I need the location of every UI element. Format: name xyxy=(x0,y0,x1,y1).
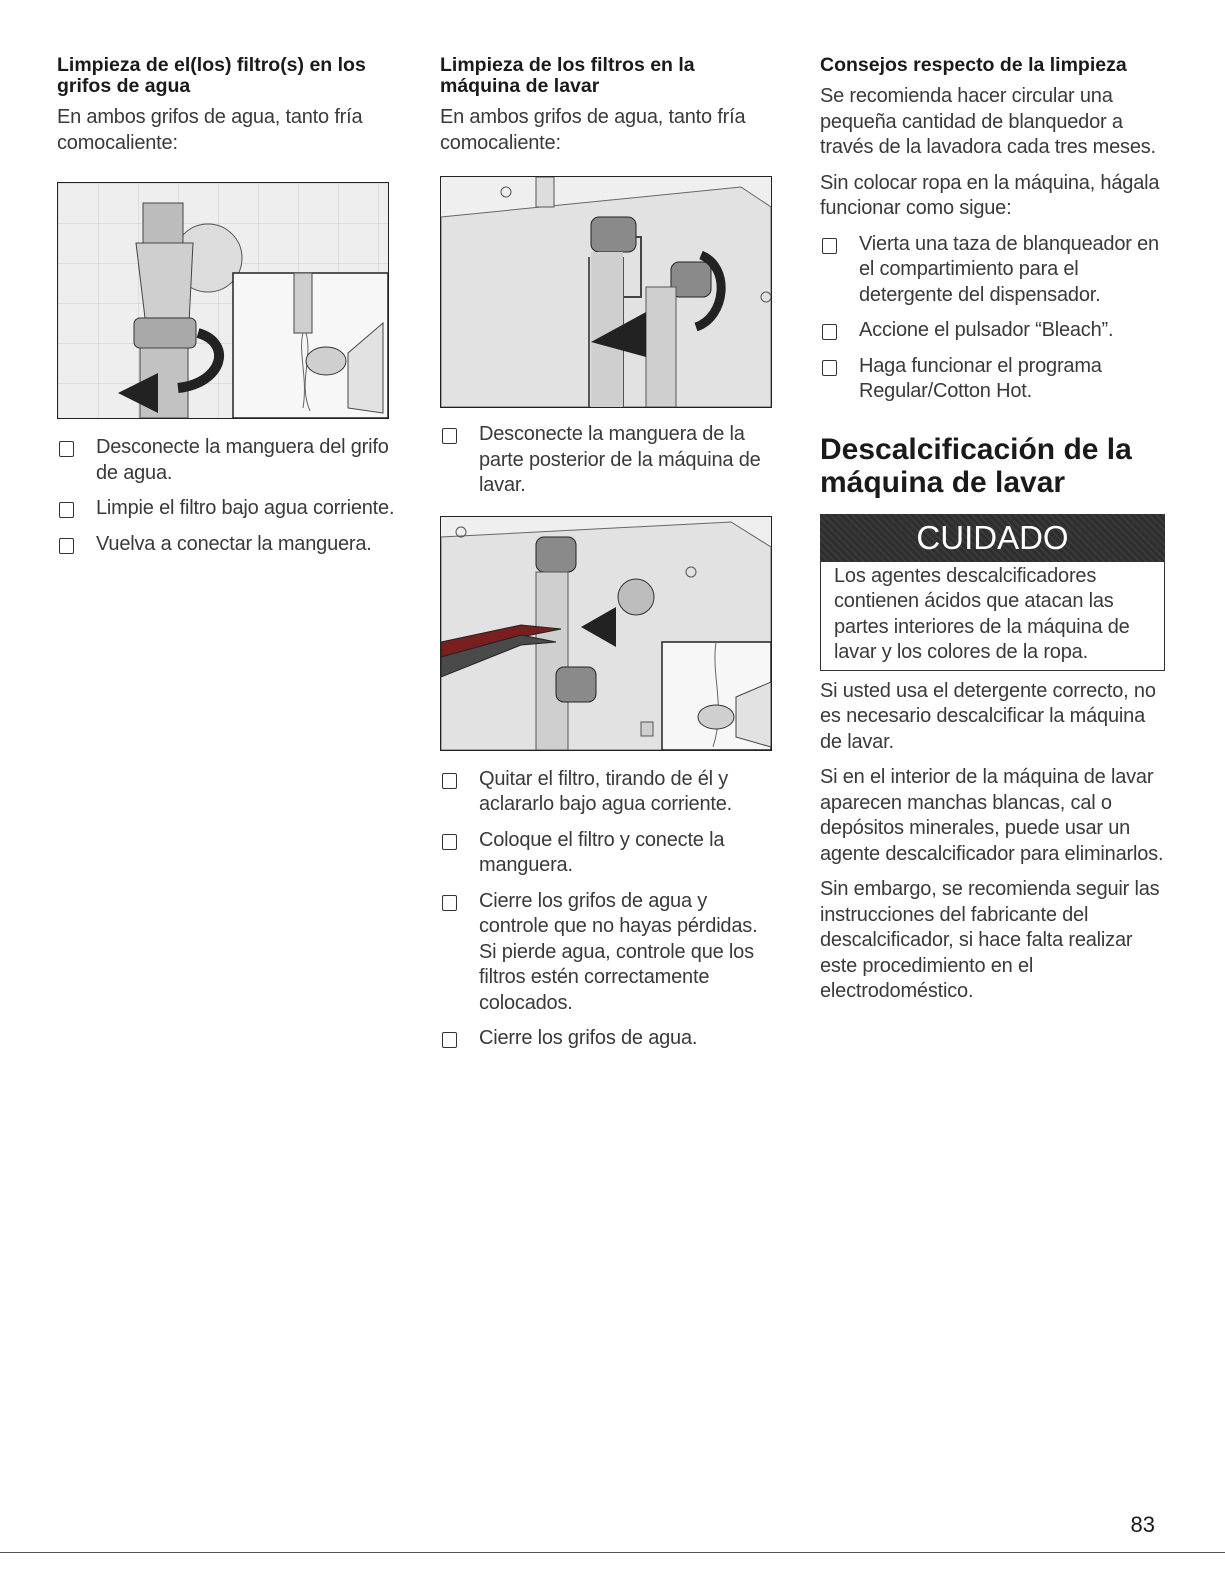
paragraph-bleach-recommendation: Se recomienda hacer circular una pequeña cantidad de blanquedor a través de la lavadora cada tres meses. xyxy=(820,85,1156,158)
column-machine-filters xyxy=(440,55,780,1062)
heading-machine-filters: Limpieza de los filtros en la máquina de lavar xyxy=(440,54,695,97)
section-title-descaling: Descalcificación de la máquina de lavar xyxy=(820,432,1132,499)
intro-machine: En ambos grifos de agua, tanto fría comocaliente: xyxy=(440,106,746,154)
heading-faucet-filters: Limpieza de el(los) filtro(s) en los grifos de agua xyxy=(57,54,366,97)
checkbox-icon xyxy=(59,538,74,554)
checkbox-icon xyxy=(442,773,457,789)
caution-label: CUIDADO xyxy=(820,514,1165,562)
machine-hose-drawing xyxy=(441,177,771,407)
machine-filter-drawing xyxy=(441,517,771,750)
list-item: Quitar el filtro, tirando de él y aclararlo bajo agua corriente. xyxy=(440,767,780,818)
list-item: Vierta una taza de blanqueador en el compartimiento para el detergente del dispensador. xyxy=(820,232,1165,309)
list-item: Limpie el filtro bajo agua corriente. xyxy=(57,496,397,522)
faucet-steps-list xyxy=(57,435,397,557)
faucet-drawing xyxy=(58,183,388,418)
heading-cleaning-tips: Consejos respecto de la limpieza xyxy=(820,54,1127,76)
list-item: Accione el pulsador “Bleach”. xyxy=(820,318,1165,344)
checkbox-icon xyxy=(822,360,837,376)
checkbox-icon xyxy=(442,834,457,850)
column-faucet-filters xyxy=(57,55,397,567)
faucet-hose-illustration xyxy=(57,182,389,419)
checkbox-icon xyxy=(59,441,74,457)
paragraph-correct-detergent: Si usted usa el detergente correcto, no es necesario descalcificar la máquina de lavar. xyxy=(820,679,1156,753)
caution-text-box xyxy=(820,562,1165,671)
machine-hose-illustration xyxy=(440,176,772,408)
checkbox-icon xyxy=(822,238,837,254)
list-item: Desconecte la manguera de la parte posterior de la máquina de lavar. xyxy=(440,422,780,499)
checkbox-icon xyxy=(442,1032,457,1048)
list-item: Desconecte la manguera del grifo de agua. xyxy=(57,435,397,486)
checkbox-icon xyxy=(59,502,74,518)
list-item: Cierre los grifos de agua y controle que no hayas pérdidas. Si pierde agua, controle que los filtros estén correctamente colocados. xyxy=(440,889,780,1017)
list-item: Cierre los grifos de agua. xyxy=(440,1026,780,1052)
checkbox-icon xyxy=(822,324,837,340)
caution-box xyxy=(820,514,1165,671)
checkbox-icon xyxy=(442,428,457,444)
paragraph-white-stains: Si en el interior de la máquina de lavar aparecen manchas blancas, cal o depósitos minerales, puede usar un agente descalcificador para eliminarlos. xyxy=(820,766,1164,865)
column-cleaning-tips xyxy=(820,55,1165,1015)
bleach-steps-list xyxy=(820,232,1165,405)
paragraph-run-empty: Sin colocar ropa en la máquina, hágala funcionar como sigue: xyxy=(820,171,1160,219)
machine-filter-illustration xyxy=(440,516,772,751)
list-item: Coloque el filtro y conecte la manguera. xyxy=(440,828,780,879)
checkbox-icon xyxy=(442,895,457,911)
machine-steps-list-a xyxy=(440,422,780,499)
bottom-rule xyxy=(0,1552,1225,1553)
page-number: 83 xyxy=(1130,1512,1155,1537)
caution-text: Los agentes descalcificadores contienen ácidos que atacan las partes interiores de la máquina de lavar y los colores de la ropa. xyxy=(834,564,1130,663)
intro-faucet: En ambos grifos de agua, tanto fría comocaliente: xyxy=(57,106,363,154)
list-item: Haga funcionar el programa Regular/Cotton Hot. xyxy=(820,354,1165,405)
paragraph-manufacturer-instructions: Sin embargo, se recomienda seguir las instrucciones del fabricante del descalcificador, si hace falta realizar este procedimiento en el electrodoméstico. xyxy=(820,878,1160,1002)
machine-steps-list-b xyxy=(440,767,780,1052)
list-item: Vuelva a conectar la manguera. xyxy=(57,532,397,558)
